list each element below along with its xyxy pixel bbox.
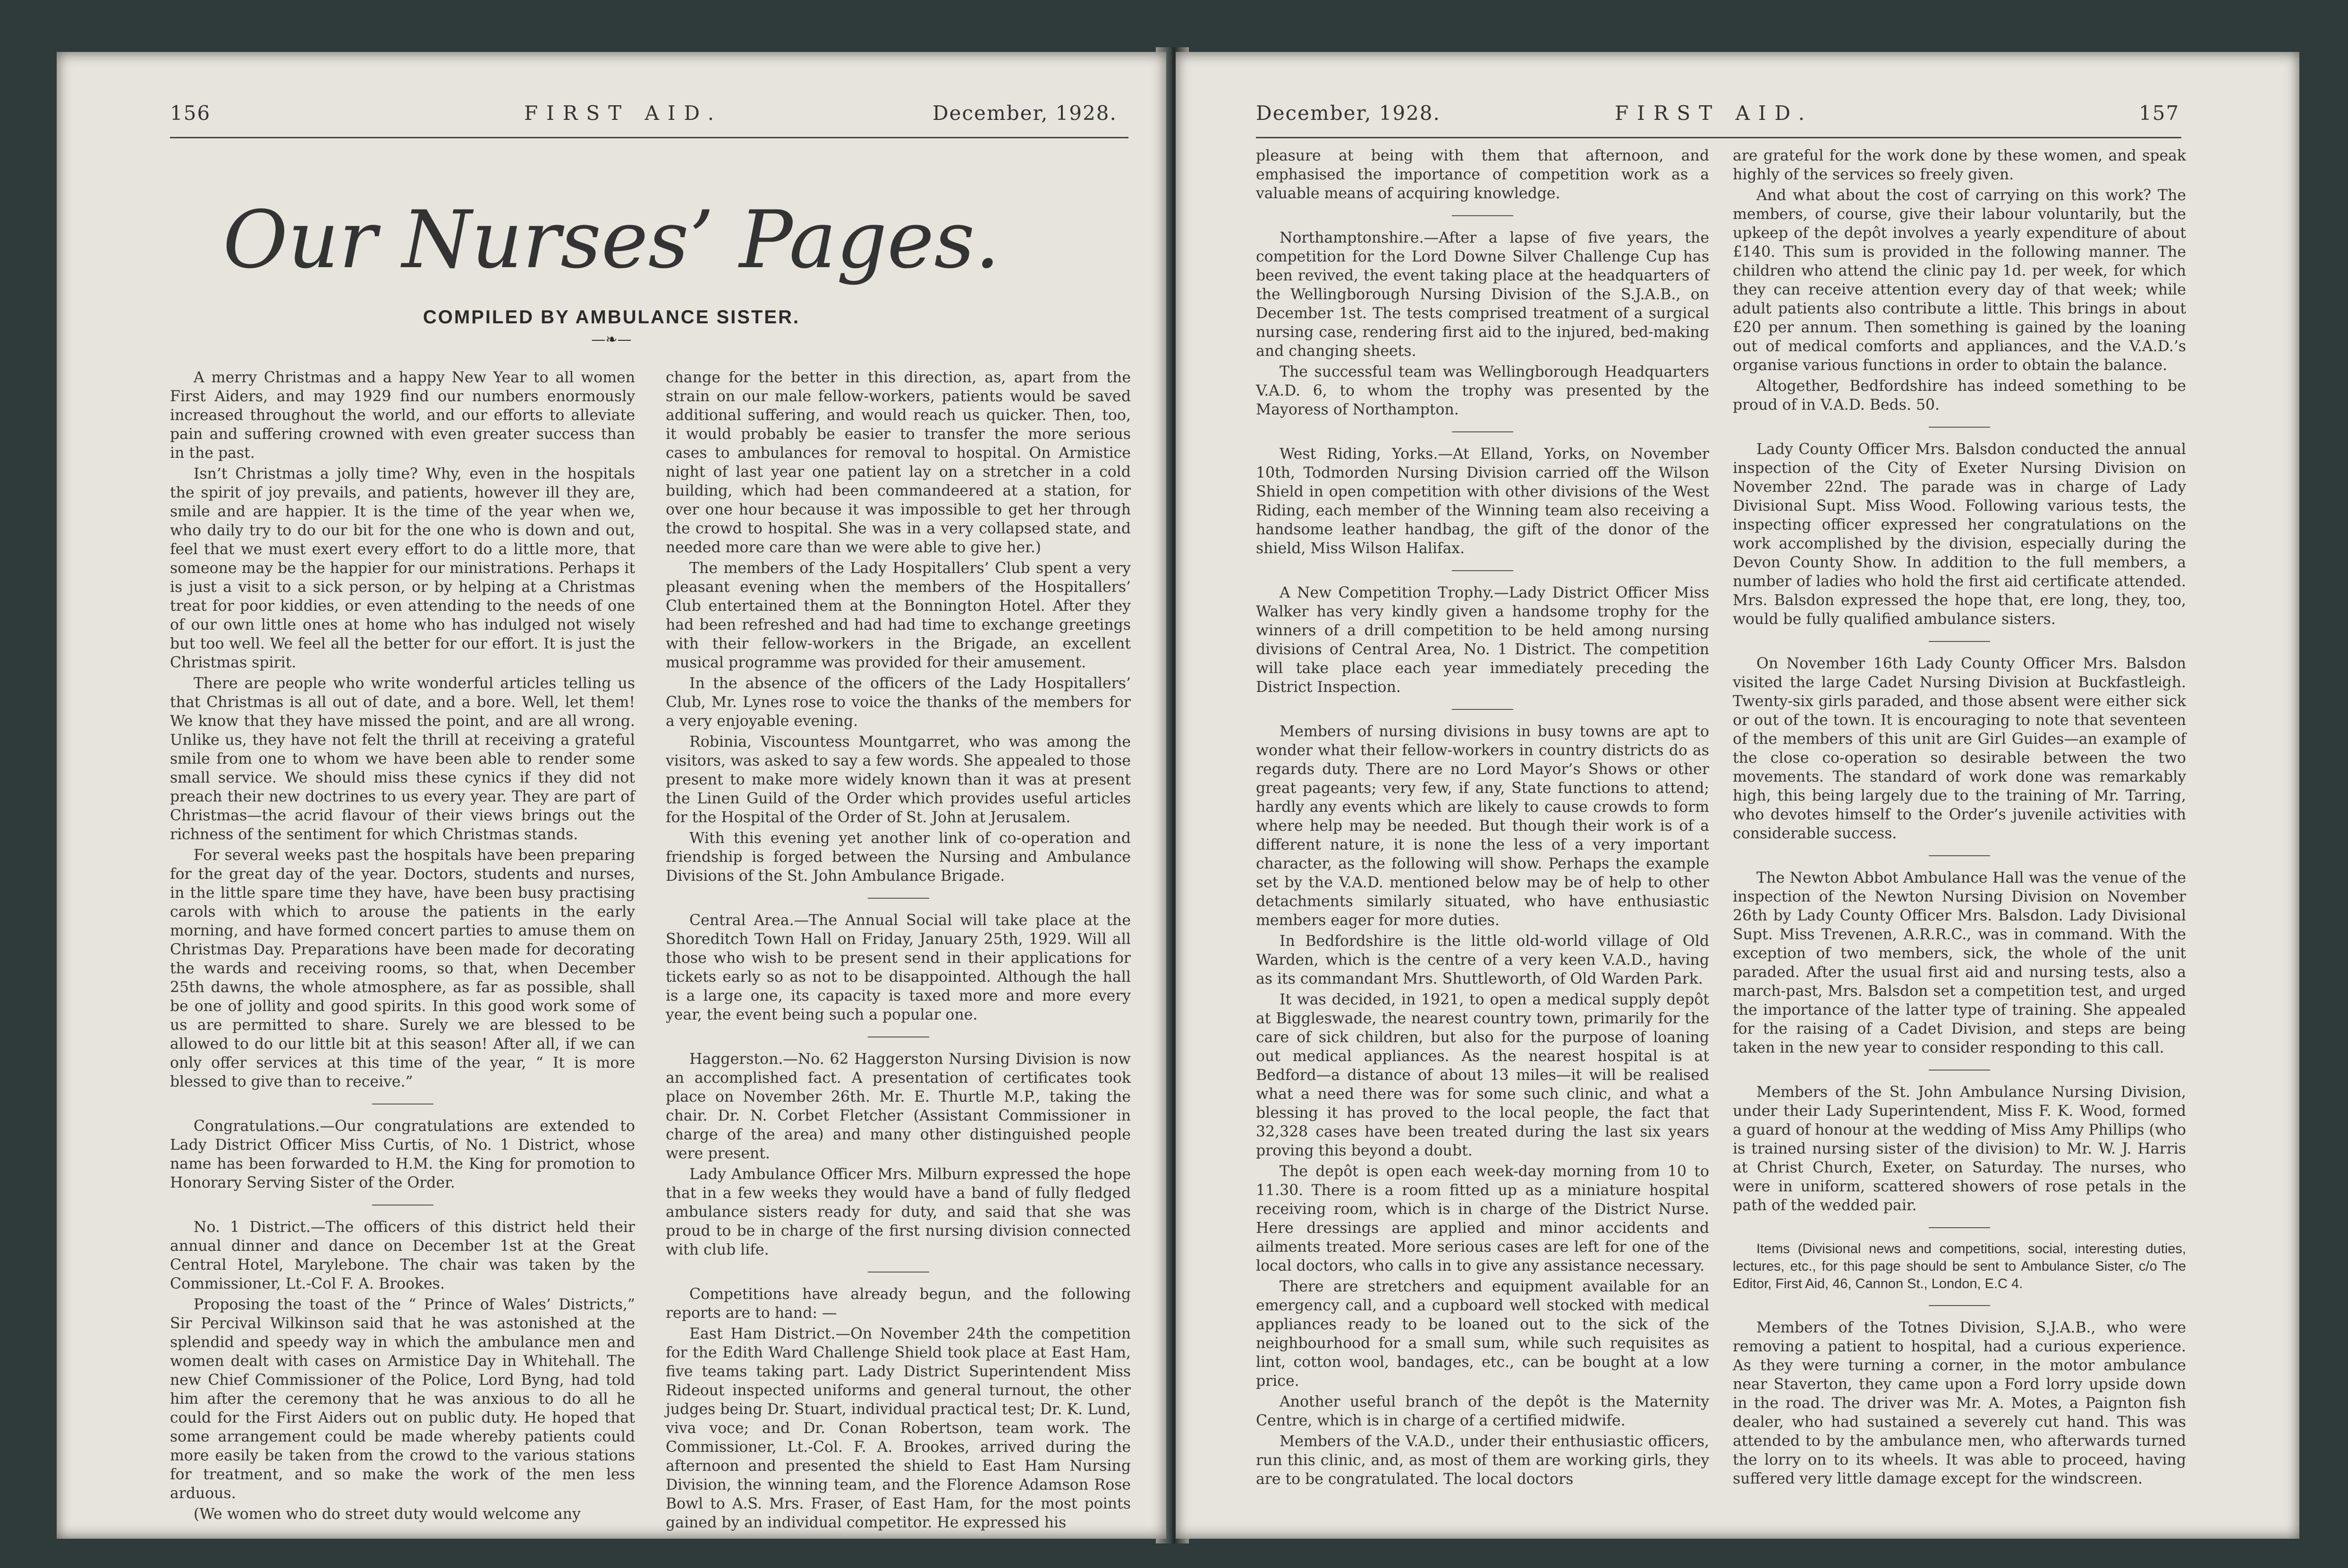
paragraph: The members of the Lady Hospitallers’ Club spent a very pleasant evening when the members of the Hospitallers’ Club entertained them at the Bonnington Hotel. After they had been refreshed and had had time to exchange greetings with their fellow-workers in the Brigade, an excellent musical programme was provided for their amusement. (666, 560, 1131, 671)
paragraph: Members of nursing divisions in busy towns are apt to wonder what their fellow-workers in country districts do as regards duty. There are no Lord Mayor’s Shows or other great pageants; very few, if any, State functions to attend; hardly any events which are likely to cause crowds to form where help may be needed. But though their work is of a different nature, it is none the less of a very important character, as the following will show. Perhaps the example set by the V.A.D. mentioned below may be of help to other detachments similarly situated, who have enthusiastic members eager for more duties. (1256, 723, 1709, 929)
paragraph: are grateful for the work done by these women, and speak highly of the services so freely given. (1733, 147, 2186, 183)
left-date: December, 1928. (932, 101, 1117, 125)
paragraph: Isn’t Christmas a jolly time? Why, even in the hospitals the spirit of joy prevails, and patients, however ill they are, smile and are happier. It is the time of the year when we, who daily try to do our bit for the one who is down and out, feel that we must exert every effort to do a little more, that someone may be the happier for our ministrations. Perhaps it is just a visit to a sick person, or by helping at a Christmas treat for poor kiddies, or even attending to the needs of one of our own little ones at home who has indulged not wisely but too well. We feel all the better for our effort. It is just the Christmas spirit. (170, 465, 635, 671)
paragraph: change for the better in this direction, as, apart from the strain on our male fellow-workers, patients would be saved additional suffering, and would reach us quicker. Then, too, it would probably be easier to transfer the more serious cases to ambulances for removal to hospital. On Armistice night of last year one patient lay on a stretcher in a cold building, which had been commandeered at a station, for over one hour because it was impossible to get her through the crowd to hospital. She was in a very collapsed state, and needed more care than we were able to give her.) (666, 369, 1131, 556)
right-journal-name: FIRST AID. (1615, 101, 1813, 125)
left-column-2 (666, 368, 1131, 1531)
paragraph: Central Area.—The Annual Social will take place at the Shoreditch Town Hall on Friday, January 25th, 1929. Will all those who wish to be present send in their applications for tickets early so as not to be disappointed. Although the hall is a large one, its capacity is taxed more and more every year, the event being such a popular one. (666, 912, 1131, 1023)
paragraph: (We women who do street duty would welcome any (194, 1506, 581, 1523)
paragraph: pleasure at being with them that afternoon, and emphasised the importance of competition work as a valuable means of acquiring knowledge. (1256, 147, 1709, 202)
paragraph: Lady Ambulance Officer Mrs. Milburn expressed the hope that in a few weeks they would have a band of fully fledged ambulance sisters ready for duty, and said that she was proud to be in charge of the first nursing division connected with club life. (666, 1166, 1131, 1258)
paragraph: West Riding, Yorks.—At Elland, Yorks, on November 10th, Todmorden Nursing Division carried off the Wilson Shield in open competition with other divisions of the West Riding, each member of the Winning team also receiving a handsome leather handbag, the gift of the donor of the shield, Miss Wilson Halifax. (1256, 446, 1709, 557)
section-divider (1452, 431, 1513, 432)
left-column-1 (170, 368, 635, 1523)
paragraph: Proposing the toast of the “ Prince of Wales’ Districts,” Sir Percival Wilkinson said that he was astonished at the splendid and speedy way in which the ambulance men and women dealt with cases on Armistice Day in Whitehall. The new Chief Commissioner of the Police, Lord Byng, had told him after the ceremony that he was anxious to do all he could for the First Aiders out on public duty. He hoped that some arrangement could be made whereby patients could more easily be taken from the crowd to the various stations for treatment, and so make the work of the men less arduous. (170, 1296, 635, 1502)
section-divider (868, 1272, 929, 1273)
paragraph: Congratulations.—Our congratulations are extended to Lady District Officer Miss Curtis, of No. 1 District, whose name has been forwarded to H.M. the King for promotion to Honorary Serving Sister of the Order. (170, 1118, 635, 1191)
paragraph: A merry Christmas and a happy New Year to all women First Aiders, and may 1929 find our numbers enormously increased throughout the world, and our efforts to alleviate pain and suffering crowned with even greater success than in the past. (170, 369, 635, 462)
paragraph: Robinia, Viscountess Mountgarret, who was among the visitors, was asked to say a few words. She appealed to those present to make more widely known than it was at present the Linen Guild of the Order which provides useful articles for the Hospital of the Order of St. John at Jerusalem. (666, 733, 1131, 826)
paragraph: East Ham District.—On November 24th the competition for the Edith Ward Challenge Shield took place at East Ham, five teams taking part. Lady District Superintendent Miss Rideout inspected uniforms and general turnout, the other judges being Dr. Stuart, individual practical test; Dr. K. Lund, viva voce; and Dr. Conan Robertson, team work. The Commissioner, Lt.-Col. F. A. Brookes, arrived during the afternoon and presented the shield to East Ham Nursing Division, the winning team, and the Florence Adamson Rose Bowl to A.S. Mrs. Fraser, of East Ham, for the most points gained by an individual competitor. He expressed his (666, 1325, 1131, 1531)
left-journal-name: FIRST AID. (524, 101, 722, 125)
paragraph: On November 16th Lady County Officer Mrs. Balsdon visited the large Cadet Nursing Division at Buckfastleigh. Twenty-six girls paraded, and those absent were either sick or out of the town. It is encouraging to note that seventeen of the members of this unit are Girl Guides—an example of the close co-operation so desirable between the two movements. The standard of work done was remarkably high, this being largely due to the training of Mr. Tarring, who devotes himself to the Order’s juvenile activities with considerable success. (1733, 655, 2186, 842)
right-page (1176, 52, 2299, 1539)
paragraph: Members of the St. John Ambulance Nursing Division, under their Lady Superintendent, Miss F. K. Wood, formed a guard of honour at the wedding of Miss Amy Phillips (who is trained nursing sister of the division) to Mr. W. J. Harris at Christ Church, Exeter, on Saturday. The nurses, who were in uniform, scattered showers of rose petals in the path of the wedded pair. (1733, 1084, 2186, 1214)
paragraph: It was decided, in 1921, to open a medical supply depôt at Biggleswade, the nearest country town, primarily for the care of sick children, but also for the purpose of loaning out medical appliances. As the nearest hospital is at Bedford—a distance of about 13 miles—it will be realised what a need there was for some such clinic, and what a blessing it has proved to the local people, the fact that 32,328 cases have been treated during the last six years proving this beyond a doubt. (1256, 991, 1709, 1159)
paragraph: The depôt is open each week-day morning from 10 to 11.30. There is a room fitted up as a miniature hospital receiving room, which is in charge of the District Nurse. Here dressings are applied and minor accidents and ailments treated. More serious cases are left for one of the local doctors, who calls in to give any assistance necessary. (1256, 1163, 1709, 1274)
section-divider (868, 898, 929, 899)
paragraph: Competitions have already begun, and the following reports are to hand: — (666, 1286, 1131, 1322)
section-divider (1929, 1305, 1990, 1306)
paragraph: In Bedfordshire is the little old-world village of Old Warden, which is the centre of a very keen V.A.D., having as its commandant Mrs. Shuttleworth, of Old Warden Park. (1256, 933, 1709, 987)
page-title: Our Nurses’ Pages. (222, 194, 1000, 286)
left-page-number: 156 (170, 101, 211, 125)
right-running-head (1176, 101, 2299, 130)
paragraph: Altogether, Bedfordshire has indeed something to be proud of in V.A.D. Beds. 50. (1733, 378, 2186, 413)
section-divider (372, 1205, 433, 1206)
editor-notice: Items (Divisional news and competitions, social, interesting duties, lectures, etc., for this page should be sent to Ambulance Sister, c/o The Editor, First Aid, 46, Cannon St., London, E.C 4. (1733, 1241, 2186, 1291)
right-column-1 (1256, 146, 1709, 1515)
paragraph: Haggerston.—No. 62 Haggerston Nursing Division is now an accomplished fact. A presentation of certificates took place on November 26th. Mr. E. Thurtle M.P., taking the chair. Dr. N. Corbet Fletcher (Assistant Commissioner in charge of the area) and many other distinguished people were present. (666, 1051, 1131, 1162)
right-date: December, 1928. (1256, 101, 1441, 125)
paragraph: There are stretchers and equipment available for an emergency call, and a cupboard well stocked with medical appliances ready to be loaned out to the sick of the neighbourhood for a small sum, while such requisites as lint, cotton wool, bandages, etc., can be bought at a low price. (1256, 1278, 1709, 1390)
paragraph: A New Competition Trophy.—Lady District Officer Miss Walker has very kindly given a handsome trophy for the winners of a drill competition to be held among nursing divisions of Central Area, No. 1 District. The competition will take place each year immediately preceding the District Inspection. (1256, 584, 1709, 696)
section-divider (1929, 641, 1990, 642)
paragraph: No. 1 District.—The officers of this district held their annual dinner and dance on December 1st at the Great Central Hotel, Marylebone. The chair was taken by the Commissioner, Lt.-Col F. A. Brookes. (170, 1219, 635, 1292)
section-divider (1929, 1070, 1990, 1071)
paragraph: Lady County Officer Mrs. Balsdon conducted the annual inspection of the City of Exeter Nursing Division on November 22nd. The parade was in charge of Lady Divisional Supt. Miss Wood. Following various tests, the inspecting officer expressed her congratulations on the work accomplished by the division, especially during the Devon County Show. In addition to the full members, a number of ladies who hold the first aid certificate attended. Mrs. Balsdon expressed the hope that, ere long, they, too, would be fully qualified ambulance sisters. (1733, 441, 2186, 628)
right-page-number: 157 (2139, 101, 2180, 125)
section-divider (1929, 855, 1990, 856)
paragraph: Northamptonshire.—After a lapse of five years, the competition for the Lord Downe Silver Challenge Cup has been revived, the event taking place at the headquarters of the Wellingborough Nursing Division of the S.J.A.B., on December 1st. The tests comprised treatment of a surgical nursing case, rendering first aid to the injured, bed-making and changing sheets. (1256, 229, 1709, 360)
ornament-divider: —❧— (591, 331, 632, 348)
paragraph: With this evening yet another link of co-operation and friendship is forged between the Nursing and Ambulance Divisions of the St. John Ambulance Brigade. (666, 830, 1131, 885)
paragraph: There are people who write wonderful articles telling us that Christmas is all out of date, and a bore. Well, let them! We know that they have missed the point, and are all wrong. Unlike us, they have not felt the thrill at receiving a grateful smile from one to whom we have been able to render some small service. We should miss these cynics if they did not preach their new doctrines to us every year. They are part of Christmas—the acrid flavour of their views brings out the richness of the sentiment for which Christmas stands. (170, 675, 635, 843)
paragraph: Another useful branch of the depôt is the Maternity Centre, which is in charge of a certified midwife. (1256, 1393, 1709, 1429)
paragraph: Members of the Totnes Division, S.J.A.B., who were removing a patient to hospital, had a curious experience. As they were turning a corner, in the motor ambulance near Staverton, they came upon a Ford lorry upside down in the road. The driver was Mr. A. Motes, a Paignton fish dealer, who had sustained a severely cut hand. This was attended to by the ambulance men, who afterwards turned the lorry on to its wheels. It was able to proceed, having suffered very little damage except for the windscreen. (1733, 1319, 2186, 1487)
section-divider (1452, 215, 1513, 216)
paragraph: The Newton Abbot Ambulance Hall was the venue of the inspection of the Newton Nursing Division on November 26th by Lady County Officer Mrs. Balsdon. Lady Divisional Supt. Miss Trevenen, A.R.R.C., was in command. With the exception of two members, sick, the whole of the unit paraded. After the usual first aid and nursing tests, also a march-past, Mrs. Balsdon set a competition test, and urged the importance of the latter type of training. She appealed for the raising of a Cadet Division, and steps are being taken in the new year to consider responding to this call. (1733, 869, 2186, 1056)
paragraph: In the absence of the officers of the Lady Hospitallers’ Club, Mr. Lynes rose to voice the thanks of the members for a very enjoyable evening. (666, 675, 1131, 730)
section-divider (1929, 427, 1990, 428)
section-divider (1452, 709, 1513, 710)
byline: COMPILED BY AMBULANCE SISTER. (423, 307, 800, 328)
left-running-head (57, 101, 1166, 130)
left-page (57, 52, 1166, 1539)
right-column-2 (1733, 146, 2186, 1515)
right-header-rule (1256, 137, 2181, 138)
paragraph: For several weeks past the hospitals have been preparing for the great day of the year. Doctors, students and nurses, in the little spare time they have, have been busy practising carols with which to arouse the patients in the early morning, and have formed concert parties to amuse them on Christmas Day. Preparations have been made for decorating the wards and receiving rooms, so that, when December 25th dawns, the whole atmosphere, as far as possible, shall be one of jollity and good spirits. In this good work some of us are permitted to share. Surely we are blessed to be allowed to do our little bit at this season! After all, if we can only offer services at this time of the year, “ It is more blessed to give than to receive.” (170, 847, 635, 1090)
paragraph: And what about the cost of carrying on this work? The members, of course, give their labour voluntarily, but the upkeep of the depôt involves a yearly expenditure of about £140. This sum is provided in the following manner. The children who attend the clinic pay 1d. per week, for which they can receive attention every day of that week; while adult patients also contribute a little. This brings in about £20 per annum. Then something is gained by the loaning out of medical comforts and appliances, and the V.A.D.’s organise various functions in order to obtain the balance. (1733, 187, 2186, 374)
left-header-rule (170, 137, 1128, 138)
section-divider (1452, 570, 1513, 571)
section-divider (1929, 1227, 1990, 1228)
paragraph: Members of the V.A.D., under their enthusiastic officers, run this clinic, and, as most of them are working girls, they are to be congratulated. The local doctors (1256, 1433, 1709, 1488)
paragraph: The successful team was Wellingborough Headquarters V.A.D. 6, to whom the trophy was presented by the Mayoress of Northampton. (1256, 363, 1709, 418)
